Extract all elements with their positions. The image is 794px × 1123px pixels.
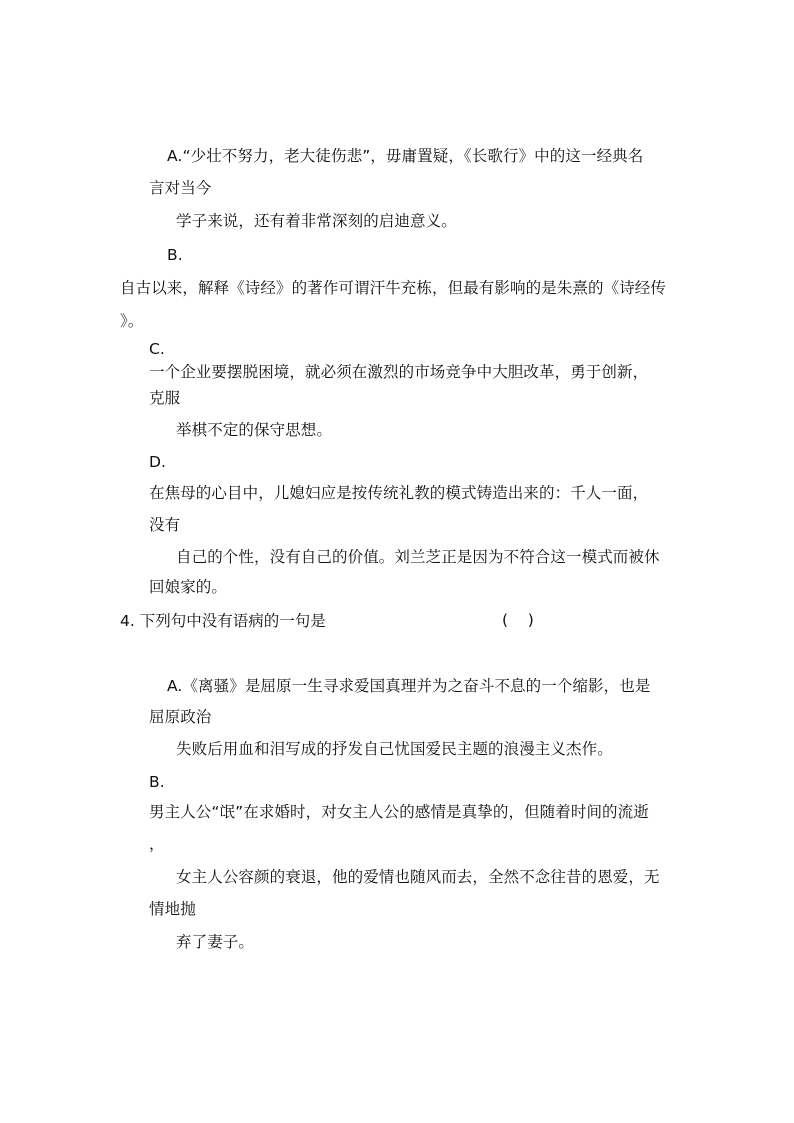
- q3-option-c-line3: 举棋不定的保守思想。: [176, 421, 333, 439]
- q3-option-d-line3: 自己的个性，没有自己的价值。刘兰芝正是因为不符合这一模式而被休: [176, 548, 660, 566]
- q4-option-a-line1: A.《离骚》是屈原一生寻求爱国真理并为之奋斗不息的一个缩影，也是: [167, 677, 651, 695]
- q4-answer-parentheses: ( ): [502, 611, 534, 629]
- q3-option-d-line4: 回娘家的。: [149, 578, 228, 596]
- q4-option-b-label: B.: [149, 773, 165, 791]
- q3-option-d-line2: 没有: [149, 516, 181, 534]
- q3-option-a-line1: A.“少壮不努力，老大徒伤悲”，毋庸置疑，《长歌行》中的这一经典名: [167, 147, 644, 165]
- q4-stem: 4. 下列句中没有语病的一句是: [120, 612, 326, 630]
- q3-option-c-line2: 克服: [149, 389, 181, 407]
- q3-option-b-line2: 》。: [120, 312, 144, 330]
- q3-option-d-line1: 在焦母的心目中，儿媳妇应是按传统礼教的模式铸造出来的：千人一面，: [149, 484, 649, 502]
- q4-option-a-line2: 屈原政治: [149, 708, 212, 726]
- q4-option-b-line4: 情地抛: [149, 900, 196, 918]
- q3-option-c-label: C.: [149, 340, 165, 358]
- q3-option-b-label: B.: [167, 246, 183, 264]
- q4-option-b-line1: 男主人公“氓”在求婚时，对女主人公的感情是真挚的，但随着时间的流逝: [149, 803, 649, 821]
- q3-option-b-line1: 自古以来，解释《诗经》的著作可谓汗牛充栋，但最有影响的是朱熹的《诗经传: [120, 279, 667, 297]
- q4-option-b-line5: 弃了妻子。: [176, 933, 255, 951]
- q4-option-b-line2: ，: [149, 835, 165, 853]
- q3-option-d-label: D.: [149, 453, 167, 471]
- q4-option-b-line3: 女主人公容颜的衰退，他的爱情也随风而去，全然不念往昔的恩爱，无: [176, 868, 660, 886]
- q3-option-a-line2: 言对当今: [149, 179, 212, 197]
- q3-option-c-line1: 一个企业要摆脱困境，就必须在激烈的市场竞争中大胆改革，勇于创新，: [149, 363, 649, 381]
- q3-option-a-line3: 学子来说，还有着非常深刻的启迪意义。: [176, 212, 457, 230]
- q4-option-a-line3: 失败后用血和泪写成的抒发自己忧国爱民主题的浪漫主义杰作。: [176, 740, 613, 758]
